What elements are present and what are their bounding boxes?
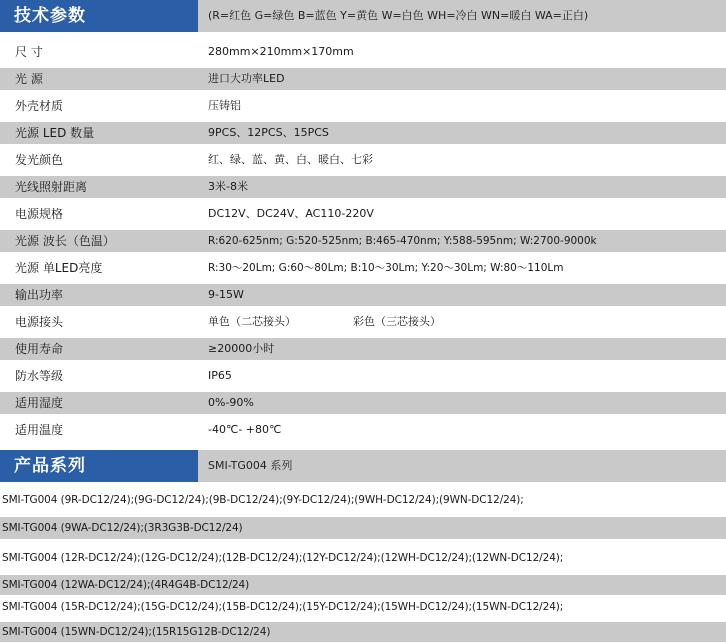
spec-value: ≥20000小时 — [208, 342, 275, 355]
spec-value: 红、绿、蓝、黄、白、暖白、七彩 — [208, 153, 373, 166]
spec-label: 使用寿命 — [15, 342, 64, 356]
spec-row-output-power — [0, 284, 726, 306]
spec-label: 输出功率 — [15, 288, 64, 302]
spec-row-connector — [0, 310, 726, 334]
series-subtitle: SMI-TG004 系列 — [208, 459, 293, 472]
spec-value: R:30～20Lm; G:60～80Lm; B:10～30Lm; Y:20～30Lm; W:80～110Lm — [208, 262, 564, 274]
spec-row-waterproof — [0, 364, 726, 388]
spec-label: 电源规格 — [15, 207, 64, 221]
series-title: 产品系列 — [0, 450, 198, 482]
spec-row-humidity — [0, 392, 726, 414]
spec-value: 单色（二芯接头） — [208, 315, 296, 328]
spec-label: 外壳材质 — [15, 99, 64, 113]
spec-label: 尺 寸 — [15, 45, 43, 59]
spec-label: 光线照射距离 — [15, 180, 88, 194]
spec-value: 280mm×210mm×170mm — [208, 45, 354, 58]
spec-label: 电源接头 — [15, 315, 64, 329]
series-text: SMI-TG004 (12WA-DC12/24);(4R4G4B-DC12/24) — [2, 579, 250, 591]
spec-label: 适用湿度 — [15, 396, 64, 410]
series-row — [0, 546, 726, 570]
series-row — [0, 575, 726, 595]
spec-title: 技术参数 — [0, 0, 198, 32]
spec-row-size — [0, 40, 726, 64]
series-row — [0, 517, 726, 539]
spec-label: 防水等级 — [15, 369, 64, 383]
spec-value: IP65 — [208, 369, 232, 382]
spec-value: 进口大功率LED — [208, 72, 285, 85]
series-text: SMI-TG004 (9WA-DC12/24);(3R3G3B-DC12/24) — [2, 522, 243, 534]
spec-row-power-supply — [0, 202, 726, 226]
spec-row-temperature — [0, 418, 726, 442]
spec-value: 9-15W — [208, 288, 244, 301]
spec-value: 3米-8米 — [208, 180, 248, 193]
spec-row-colors — [0, 148, 726, 172]
series-text: SMI-TG004 (15R-DC12/24);(15G-DC12/24);(15B-DC12/24);(15Y-DC12/24);(15WH-DC12/24);(15WN-DC12/24); — [2, 601, 564, 613]
spec-value: 0%-90% — [208, 396, 254, 409]
spec-row-housing — [0, 94, 726, 118]
spec-label: 适用温度 — [15, 423, 64, 437]
spec-value: 压铸铝 — [208, 99, 241, 112]
spec-value: 9PCS、12PCS、15PCS — [208, 126, 329, 139]
spec-label: 光源 波长（色温） — [15, 234, 115, 248]
spec-label: 光源 单LED亮度 — [15, 261, 103, 275]
spec-row-distance — [0, 176, 726, 198]
spec-label: 发光颜色 — [15, 153, 64, 167]
spec-value: DC12V、DC24V、AC110-220V — [208, 207, 374, 220]
spec-row-lifespan — [0, 338, 726, 360]
series-text: SMI-TG004 (15WN-DC12/24);(15R15G12B-DC12/24) — [2, 626, 271, 638]
series-text: SMI-TG004 (12R-DC12/24);(12G-DC12/24);(12B-DC12/24);(12Y-DC12/24);(12WH-DC12/24);(12WN-DC12/24); — [2, 552, 564, 564]
spec-value: -40℃- +80℃ — [208, 423, 282, 436]
series-row — [0, 488, 726, 512]
spec-label: 光 源 — [15, 72, 43, 86]
series-row — [0, 596, 726, 618]
spec-label: 光源 LED 数量 — [15, 126, 95, 140]
series-text: SMI-TG004 (9R-DC12/24);(9G-DC12/24);(9B-DC12/24);(9Y-DC12/24);(9WH-DC12/24);(9WN-DC12/24); — [2, 494, 524, 506]
spec-row-wavelength — [0, 230, 726, 252]
spec-header — [0, 0, 726, 32]
series-header — [0, 450, 726, 482]
spec-row-brightness — [0, 256, 726, 280]
spec-value: R:620-625nm; G:520-525nm; B:465-470nm; Y:588-595nm; W:2700-9000k — [208, 235, 597, 247]
color-legend: (R=红色 G=绿色 B=蓝色 Y=黄色 W=白色 WH=冷白 WN=暖白 WA=正白) — [208, 9, 589, 22]
series-row — [0, 622, 726, 642]
spec-value-secondary: 彩色（三芯接头） — [353, 315, 441, 328]
spec-row-light-source — [0, 68, 726, 90]
spec-row-led-count — [0, 122, 726, 144]
